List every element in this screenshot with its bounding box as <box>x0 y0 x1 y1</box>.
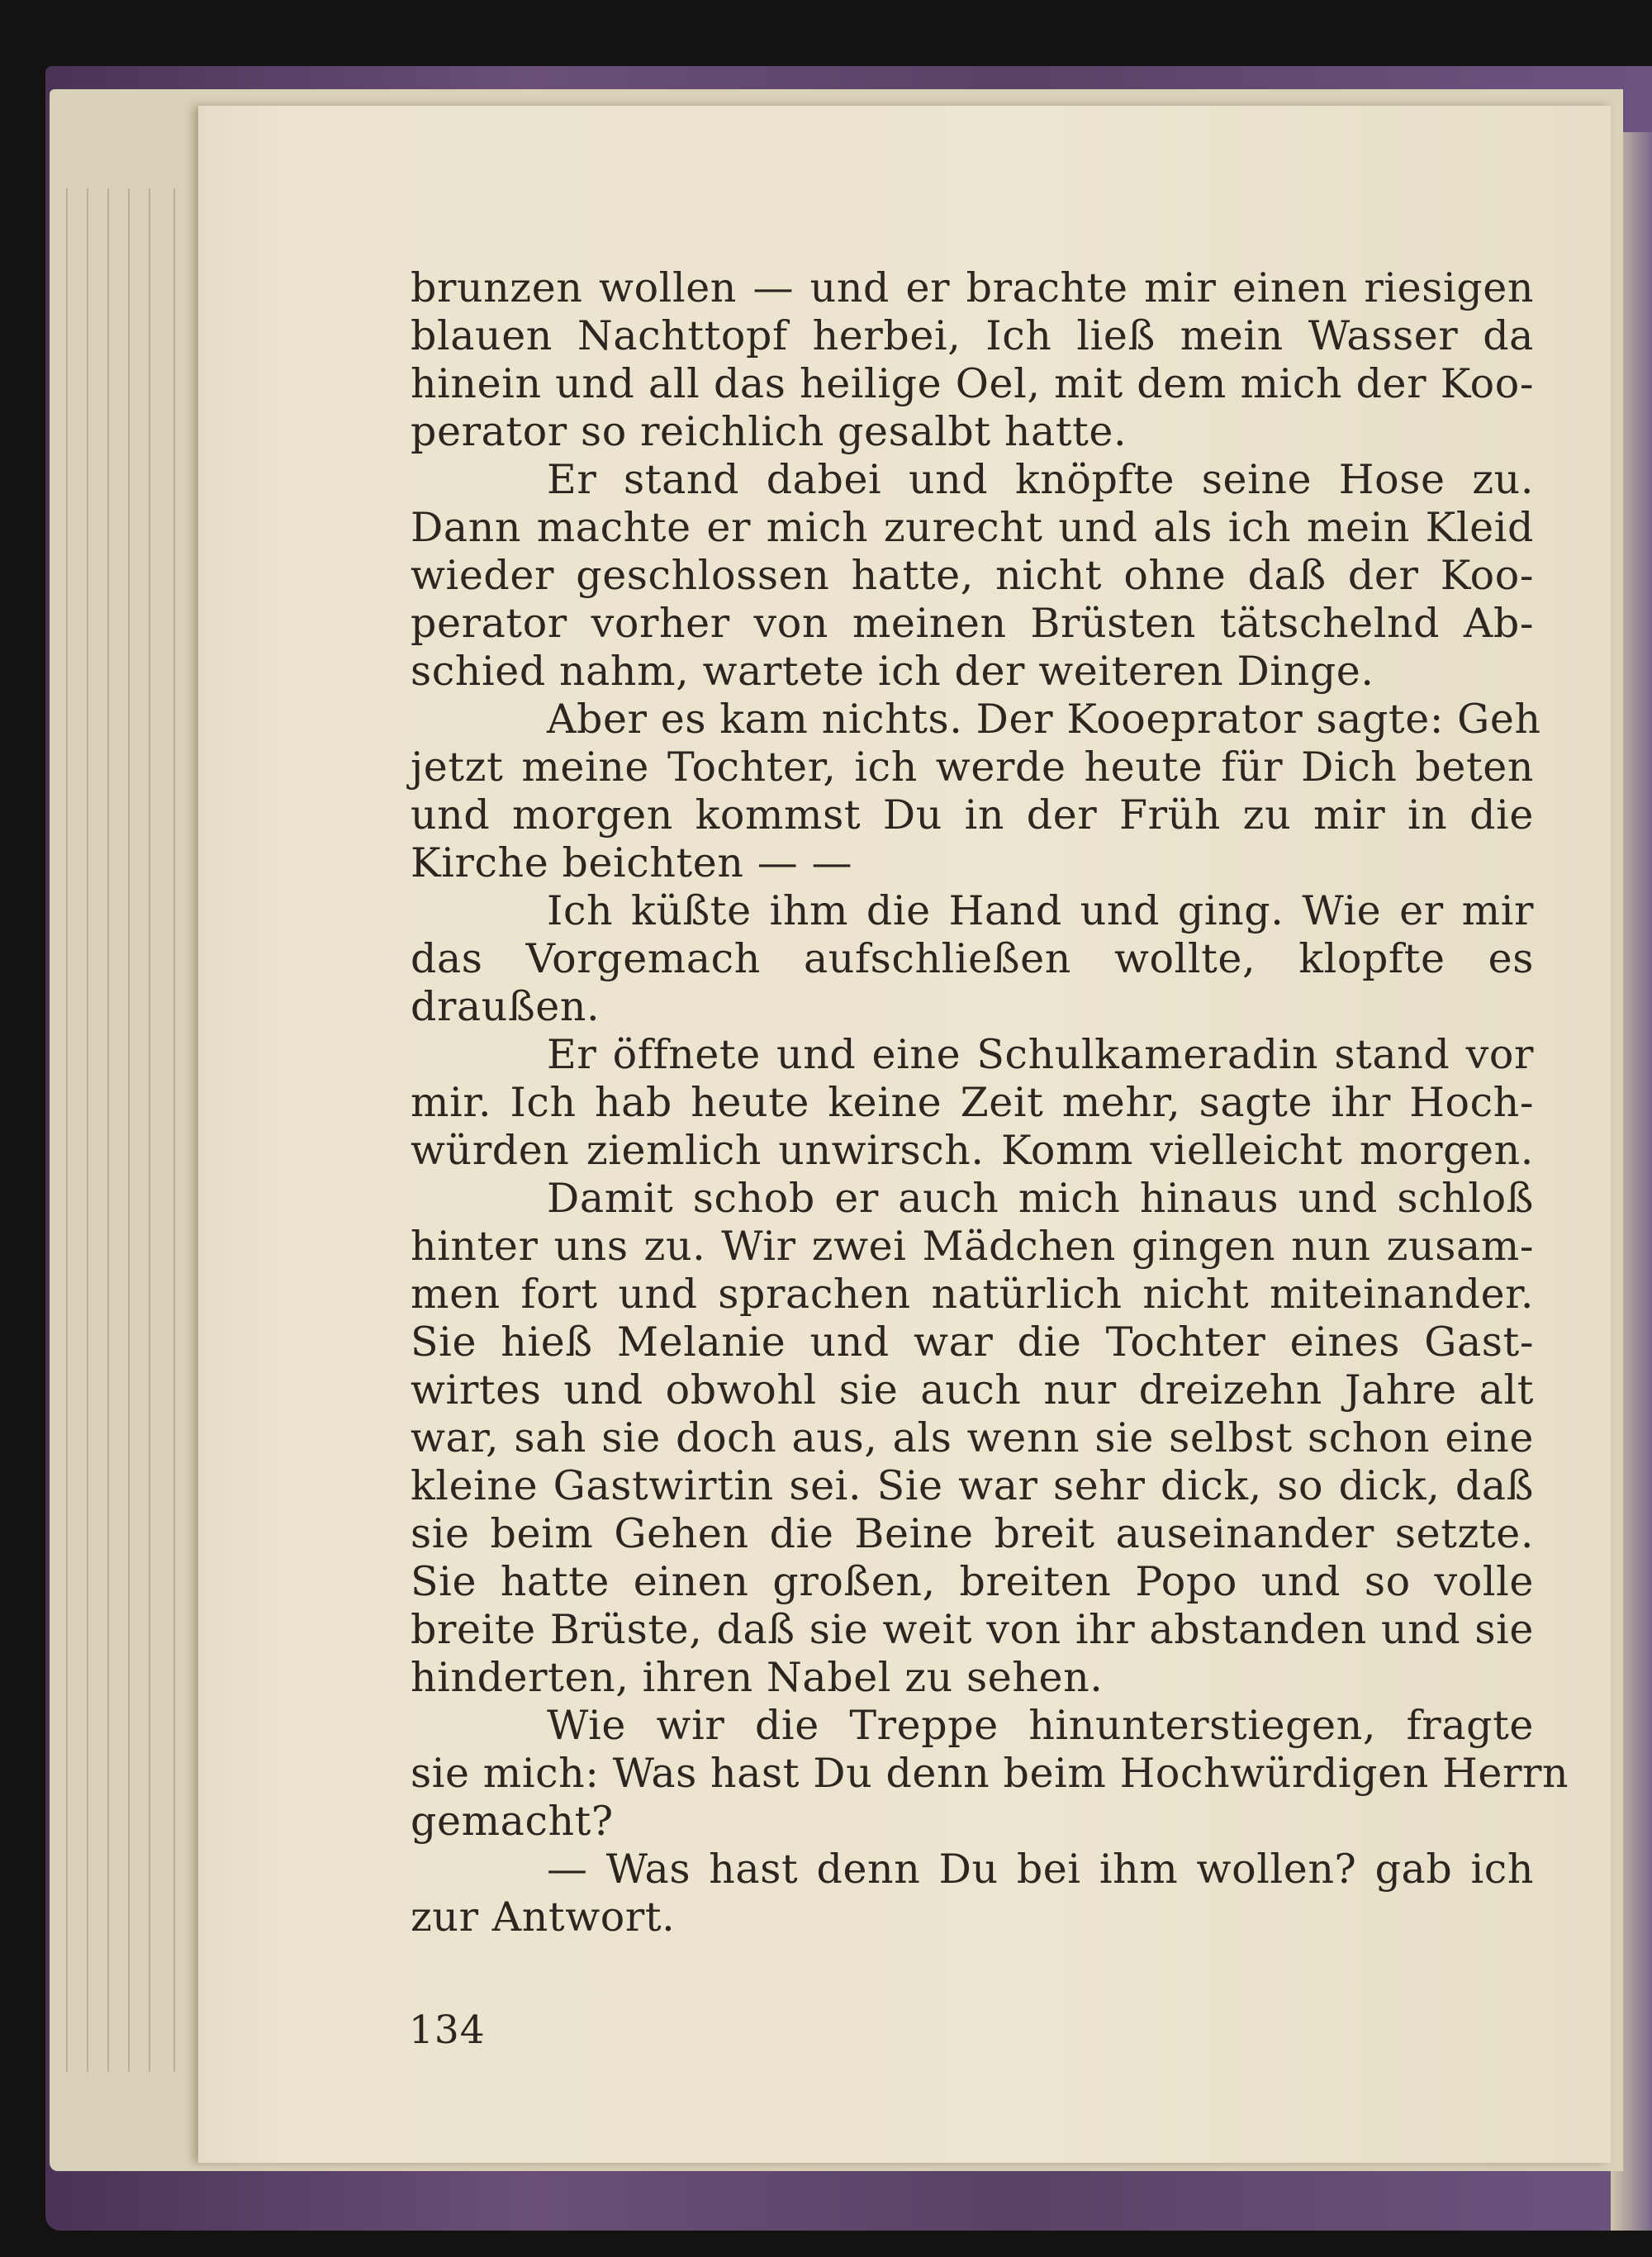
text-line: kleine Gastwirtin sei. Sie war sehr dick, so dick, daß <box>411 1462 1534 1509</box>
text-line: würden ziemlich unwirsch. Komm vielleicht morgen. <box>411 1127 1534 1174</box>
page-edge <box>128 188 130 2072</box>
text-line: perator vorher von meinen Brüsten tätschelnd Ab- <box>411 600 1534 647</box>
text-line: wirtes und obwohl sie auch nur dreizehn Jahre alt <box>411 1366 1534 1414</box>
text-line: hinein und all das heilige Oel, mit dem mich der Koo- <box>411 360 1534 407</box>
text-line: sie beim Gehen die Beine breit auseinander setzte. <box>411 1510 1534 1557</box>
text-line: das Vorgemach aufschließen wollte, klopfte es <box>411 935 1534 982</box>
page-edge <box>149 188 150 2072</box>
text-line: sie mich: Was hast Du denn beim Hochwürdigen Herrn <box>411 1750 1569 1797</box>
text-line: Er öffnete und eine Schulkameradin stand vor <box>547 1031 1534 1078</box>
text-line: jetzt meine Tochter, ich werde heute für Dich beten <box>411 744 1534 791</box>
text-line: Ich küßte ihm die Hand und ging. Wie er mir <box>547 887 1534 934</box>
text-line: hinter uns zu. Wir zwei Mädchen gingen nun zusam- <box>411 1223 1534 1270</box>
text-line: Sie hieß Melanie und war die Tochter eines Gast- <box>411 1319 1534 1366</box>
page-edge <box>66 188 68 2072</box>
text-line: Sie hatte einen großen, breiten Popo und so volle <box>411 1558 1534 1605</box>
text-line: hinderten, ihren Nabel zu sehen. <box>411 1654 1104 1701</box>
text-line: gemacht? <box>411 1798 614 1845</box>
text-line: Dann machte er mich zurecht und als ich mein Kleid <box>411 504 1534 551</box>
text-line: wieder geschlossen hatte, nicht ohne daß der Koo- <box>411 552 1534 599</box>
text-line: Er stand dabei und knöpfte seine Hose zu. <box>547 456 1534 503</box>
text-line: draußen. <box>411 983 601 1030</box>
text-line: schied nahm, wartete ich der weiteren Dinge. <box>411 648 1374 695</box>
page-number: 134 <box>409 2008 486 2053</box>
page-edge <box>87 188 88 2072</box>
text-line: breite Brüste, daß sie weit von ihr abstanden und sie <box>411 1606 1534 1653</box>
text-line: blauen Nachttopf herbei, Ich ließ mein Wasser da <box>411 312 1534 359</box>
text-line: Kirche beichten — — <box>411 839 853 886</box>
text-line: war, sah sie doch aus, als wenn sie selbst schon eine <box>411 1414 1534 1461</box>
text-line: Damit schob er auch mich hinaus und schloß <box>547 1175 1534 1222</box>
text-line: zur Antwort. <box>411 1894 676 1941</box>
text-line: — Was hast denn Du bei ihm wollen? gab ich <box>547 1846 1534 1893</box>
page-edge <box>107 188 109 2072</box>
text-line: Aber es kam nichts. Der Kooeprator sagte: Geh <box>547 696 1541 743</box>
text-line: mir. Ich hab heute keine Zeit mehr, sagte ihr Hoch- <box>411 1079 1534 1126</box>
text-line: und morgen kommst Du in der Früh zu mir in die <box>411 791 1534 839</box>
text-line: perator so reichlich gesalbt hatte. <box>411 408 1127 455</box>
page-edge <box>173 188 175 2072</box>
page-text <box>411 264 1569 1941</box>
text-line: men fort und sprachen natürlich nicht miteinander. <box>411 1271 1534 1318</box>
text-line: brunzen wollen — und er brachte mir einen riesigen <box>411 264 1534 311</box>
text-line: Wie wir die Treppe hinunterstiegen, fragte <box>547 1702 1534 1749</box>
